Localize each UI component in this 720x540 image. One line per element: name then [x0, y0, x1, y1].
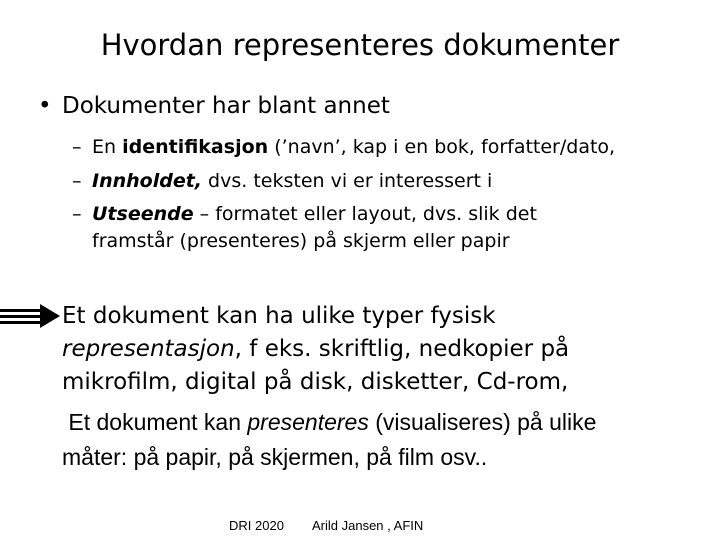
bullet-text: Dokumenter har blant annet	[62, 93, 390, 119]
sub-post: – formatet eller layout, dvs. slik det	[193, 203, 537, 225]
slide-title: Hvordan representeres dokumenter	[100, 28, 620, 62]
sub-post: (’navn’, kap i en bok, forfatter/dato,	[268, 136, 616, 158]
para2-line3: mikrofilm, digital på disk, disketter, Cd-rom,	[62, 369, 569, 395]
sub-bold: identifikasjon	[122, 136, 269, 158]
paragraph-presenteres	[62, 405, 596, 475]
para3-post: (visualiseres) på ulike	[368, 409, 597, 435]
sub-bolditalic: Utseende	[92, 203, 194, 225]
footer-right: Arild Jansen , AFIN	[312, 518, 424, 533]
right-arrow-icon	[0, 304, 60, 328]
bullet-marker: •	[38, 93, 52, 119]
paragraph-representasjon	[62, 300, 569, 399]
para3-line2: måter: på papir, på skjermen, på film osv..	[62, 444, 488, 470]
sub-dash: –	[72, 170, 82, 192]
para3-pre: Et dokument kan	[62, 409, 248, 435]
sub-line2: framstår (presenteres) på skjerm eller papir	[92, 230, 510, 252]
para2-line1: Et dokument kan ha ulike typer fysisk	[62, 303, 496, 329]
sub-post: dvs. teksten vi er interessert i	[202, 170, 493, 192]
para3-italic: presenteres	[247, 409, 369, 435]
sub-pre: En	[92, 136, 123, 158]
sub-dash: –	[72, 136, 82, 158]
sub-dash: –	[72, 203, 82, 225]
para2-italic: representasjon	[62, 336, 235, 362]
sub-bolditalic: Innholdet,	[92, 170, 203, 192]
footer-left: DRI 2020	[229, 518, 284, 533]
para2-line2-rest: , f eks. skriftlig, nedkopier på	[234, 336, 570, 362]
